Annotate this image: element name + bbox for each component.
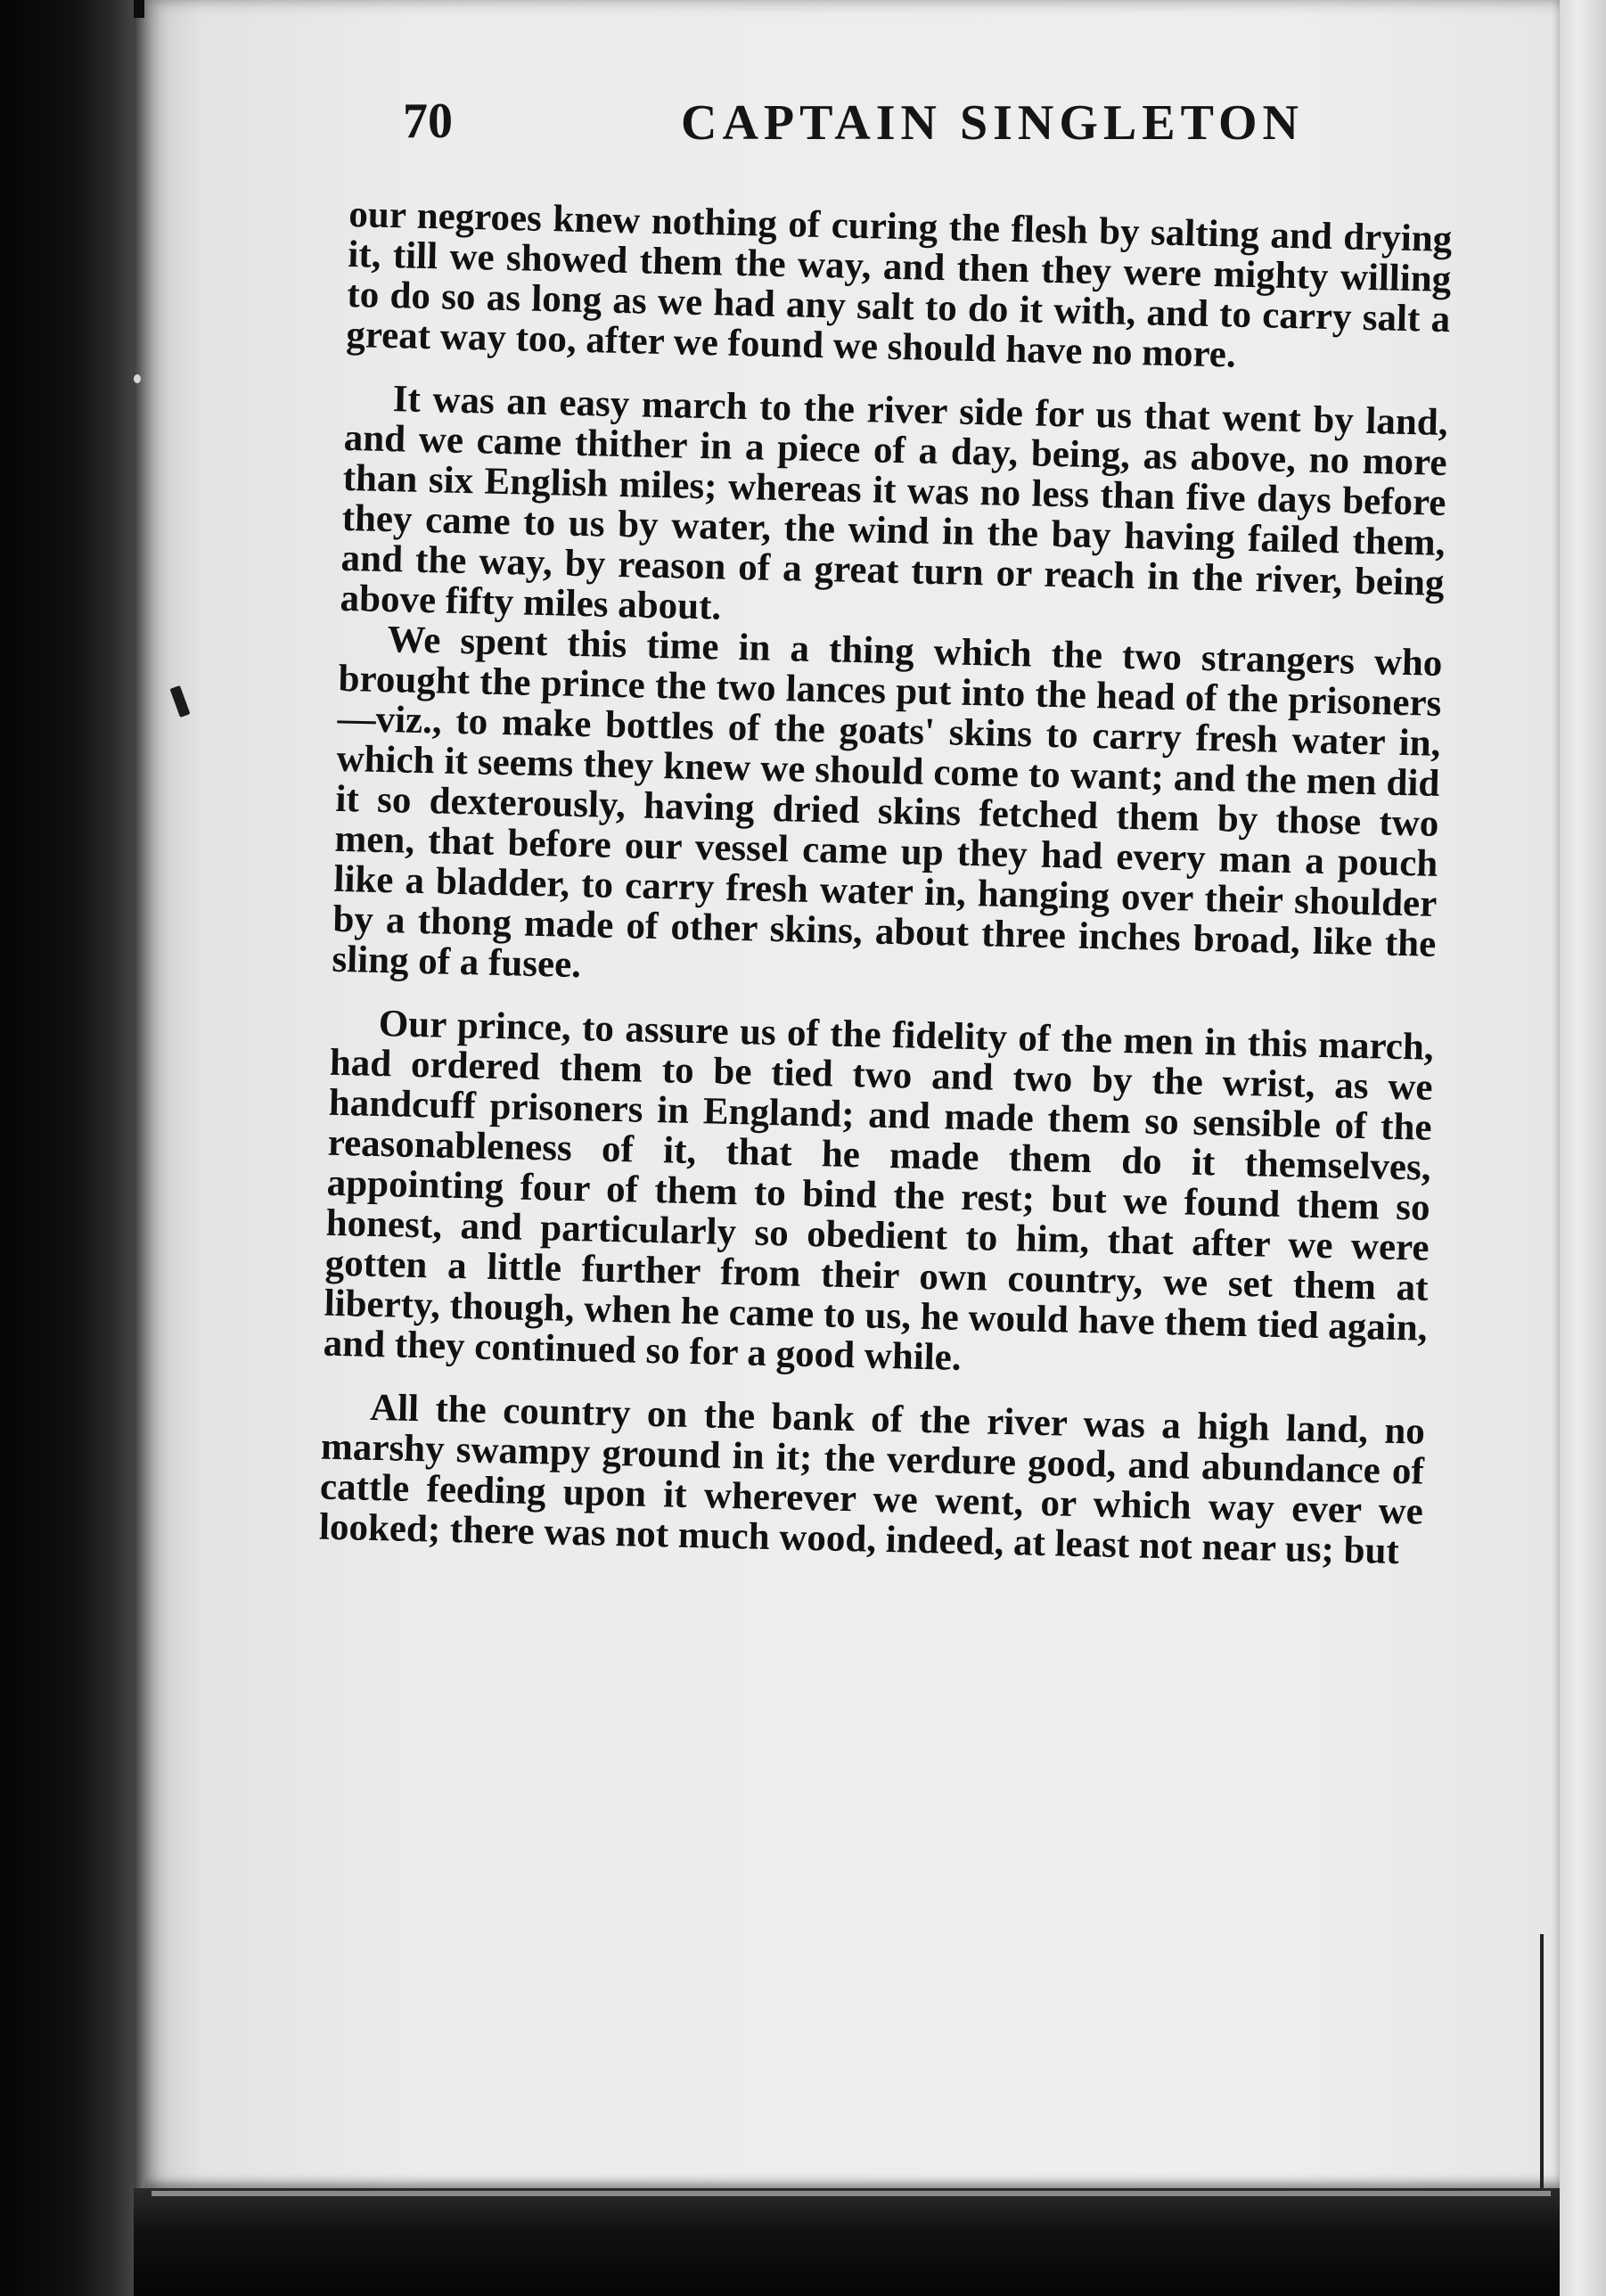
page-number: 70	[403, 94, 453, 149]
paragraph-4: Our prince, to assure us of the fidelity of the men in this march, had ordered them to be tied two and two by the wrist, as we handcuff prisoners in England; and made them so sensible of the reasonableness of it, that he made them do it themselves, appointing four of them to bind the rest; but we found them so honest, and particularly so obedient to him, that after we were gotten a little further from their own country, we set them at liberty, though, when he came to us, he would have them tied again, and they continued so for a good while.	[323, 1002, 1435, 1379]
body-text	[319, 194, 1453, 1572]
paragraph-3: We spent this time in a thing which the two strangers who brought the prince the two lances put into the head of the prisoners—viz., to make bottles of the goats' skins to carry fresh water in, which it seems they knew we should come to want; and the men did it so dexterously, having dried skins fetched them by those two men, that before our vessel came up they had every man a pouch like a bladder, to carry fresh water in, hanging over their shoulder by a thong made of other skins, about three inches broad, like the sling of a fusee.	[331, 619, 1443, 987]
dust-speck	[134, 374, 141, 383]
page-stack-edge	[1560, 0, 1606, 2296]
page-edge-line	[1540, 1934, 1544, 2202]
page-bottom-edge	[134, 2188, 1560, 2296]
book-binding	[0, 0, 134, 2296]
paragraph-1: our negroes knew nothing of curing the flesh by salting and drying it, till we showed them the way, and then they were mighty willing to do so as long as we had any salt to do it with, and to carry salt a great way too, after we found we should have no more.	[345, 193, 1453, 376]
paragraph-2: It was an easy march to the river side for us that went by land, and we came thither in a piece of a day, being, as above, no more than six English miles; whereas it was no less than five days before they came to us by water, the wind in the bay having failed them, and the way, by reason of a great turn or reach in the river, being above fifty miles about.	[340, 378, 1449, 628]
paragraph-5: All the country on the bank of the river was a high land, no marshy swampy ground in it; the verdure good, and abundance of cattle feeding upon it wherever we went, or which way ever we looked; there was not much wood, indeed, at least not near us; but	[318, 1386, 1426, 1573]
page-bottom-line	[152, 2191, 1551, 2196]
page-header	[403, 93, 1508, 164]
running-title: CAPTAIN SINGLETON	[681, 95, 1304, 151]
